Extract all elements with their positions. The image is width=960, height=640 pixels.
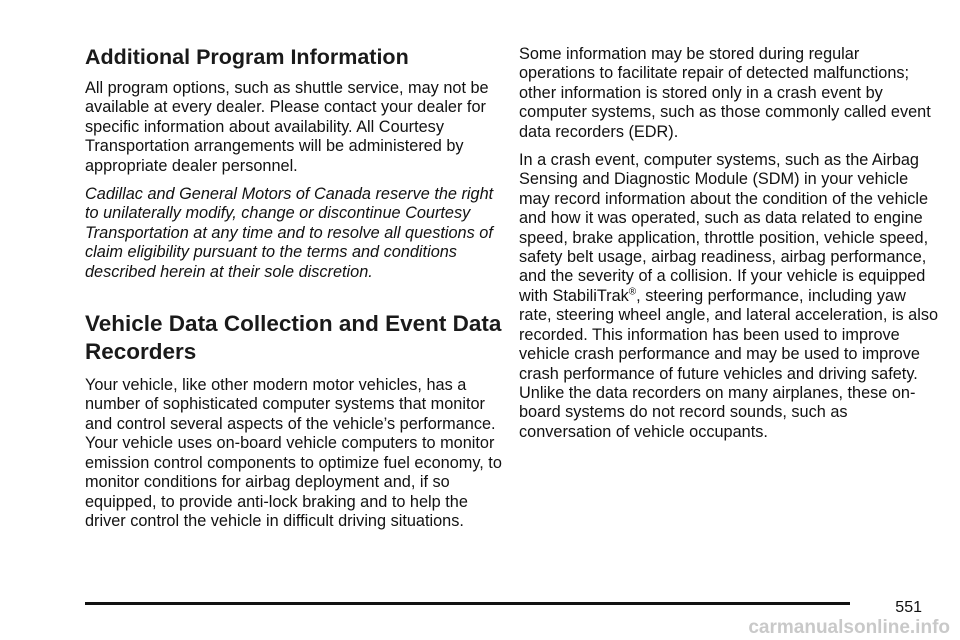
paragraph-disclaimer: Cadillac and General Motors of Canada reserve the right to unilaterally modify, change or discontinue Courtesy Transportation at any time and to resolve all questions of claim eligibility pursuant to the terms and conditions described herein at their sole discretion.: [85, 185, 494, 281]
paragraph-crash-event: [519, 151, 939, 442]
left-column: [85, 43, 505, 540]
registered-mark: ®: [628, 286, 637, 298]
crash-event-text-start: In a crash event, computer systems, such as the Airbag Sensing and Diagnostic Module (SDM) in your vehicle may record information about the condition of the vehicle and how it was operated, such as data related to engine speed, brake application, throttle position, vehicle speed, safety belt usage, airbag readiness, airbag performance, and the severity of a collision. If your vehicle is equipped with StabiliTrak: [519, 151, 929, 305]
footer-rule: [85, 602, 850, 605]
right-column: [519, 45, 939, 451]
heading-vehicle-data-collection: Vehicle Data Collection and Event Data Recorders: [85, 311, 502, 365]
crash-event-text-end: , steering performance, including yaw rate, steering wheel angle, and lateral acceleration, is also recorded. This information has been used to improve vehicle crash performance and may be used to improve crash performance of future vehicles and driving safety. Unlike the data recorders on many airplanes, these on-board systems do not record sounds, such as conversation of vehicle occupants.: [519, 286, 939, 441]
page-number: 551: [895, 599, 922, 616]
watermark: carmanualsonline.info: [748, 617, 950, 638]
heading-additional-program-information: Additional Program Information: [85, 45, 409, 69]
paragraph-computer-systems: Your vehicle, like other modern motor vehicles, has a number of sophisticated computer systems that monitor and control several aspects of the vehicle’s performance. Your vehicle uses on-board vehicle computers to monitor emission control components to optimize fuel economy, to monitor conditions for airbag deployment and, if so equipped, to provide anti-lock braking and to help the driver control the vehicle in difficult driving situations.: [85, 376, 502, 530]
paragraph-stored-information: Some information may be stored during regular operations to facilitate repair of detected malfunctions; other information is stored only in a crash event by computer systems, such as those commonly called event data recorders (EDR).: [519, 45, 931, 141]
paragraph-program-options: All program options, such as shuttle service, may not be available at every dealer. Please contact your dealer for specific information about availability. All Courtesy Transportation arrangements will be administered by appropriate dealer personnel.: [85, 79, 489, 175]
